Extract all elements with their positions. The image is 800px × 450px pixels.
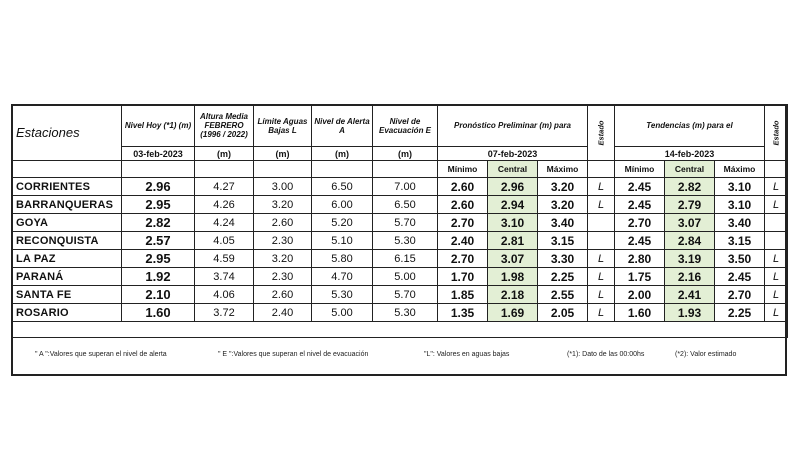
nivel-alerta: 6.50 [312,178,373,196]
pronostico-maximo: 2.25 [538,268,588,286]
estado-pronostico: L [588,304,615,322]
pronostico-minimo: 2.60 [438,196,488,214]
header-estaciones: Estaciones [12,105,122,161]
estado-pronostico [588,232,615,250]
blank-cell [373,161,438,178]
footer-aguas-bajas: "L": Valores en aguas bajas [424,351,510,358]
estado-pronostico: L [588,178,615,196]
sub-central-pron: Central [488,161,538,178]
pronostico-central: 1.98 [488,268,538,286]
tendencia-maximo: 2.45 [715,268,765,286]
nivel-alerta: 6.00 [312,196,373,214]
river-levels-table [11,104,788,338]
limite-aguas-bajas: 2.30 [254,268,312,286]
estado-pronostico: L [588,286,615,304]
nivel-alerta: 5.10 [312,232,373,250]
station-name: LA PAZ [12,250,122,268]
tendencia-maximo: 3.10 [715,196,765,214]
pronostico-minimo: 1.35 [438,304,488,322]
blank-cell [588,161,615,178]
sub-maximo-pron: Máximo [538,161,588,178]
altura-media: 4.24 [195,214,254,232]
nivel-alerta: 5.30 [312,286,373,304]
nivel-alerta: 5.20 [312,214,373,232]
limite-aguas-bajas: 2.30 [254,232,312,250]
estado-tendencia: L [765,196,788,214]
nivel-alerta: 4.70 [312,268,373,286]
altura-media: 4.27 [195,178,254,196]
pronostico-minimo: 2.40 [438,232,488,250]
pronostico-central: 2.96 [488,178,538,196]
tendencia-central: 2.16 [665,268,715,286]
estado-pronostico: L [588,250,615,268]
footer-estimado: (*2): Valor estimado [675,351,737,358]
header-nivel-evacuacion: Nivel de Evacuación E [373,105,438,147]
estado-pronostico [588,214,615,232]
tendencia-maximo: 2.25 [715,304,765,322]
tendencia-minimo: 1.60 [615,304,665,322]
nivel-evacuacion: 5.70 [373,286,438,304]
table-row [12,196,788,214]
altura-media: 4.59 [195,250,254,268]
station-name: SANTA FE [12,286,122,304]
tendencia-central: 2.79 [665,196,715,214]
altura-media: 3.74 [195,268,254,286]
header-estado-pronostico: Estado [588,105,615,161]
tendencia-minimo: 1.75 [615,268,665,286]
pronostico-minimo: 2.70 [438,214,488,232]
tendencia-central: 2.41 [665,286,715,304]
pronostico-central: 1.69 [488,304,538,322]
altura-media: 4.05 [195,232,254,250]
nivel-evacuacion: 5.30 [373,232,438,250]
header-tendencias: Tendencias (m) para el [615,105,765,147]
blank-cell [765,161,788,178]
pronostico-maximo: 3.15 [538,232,588,250]
unit-alerta: (m) [312,147,373,161]
nivel-evacuacion: 6.15 [373,250,438,268]
station-name: ROSARIO [12,304,122,322]
limite-aguas-bajas: 2.60 [254,286,312,304]
unit-media: (m) [195,147,254,161]
nivel-evacuacion: 6.50 [373,196,438,214]
table-row [12,286,788,304]
table-row [12,232,788,250]
tendencia-maximo: 3.40 [715,214,765,232]
estado-pronostico: L [588,196,615,214]
nivel-hoy: 2.82 [122,214,195,232]
tendencia-central: 2.84 [665,232,715,250]
limite-aguas-bajas: 3.00 [254,178,312,196]
limite-aguas-bajas: 3.20 [254,196,312,214]
nivel-alerta: 5.80 [312,250,373,268]
tendencia-minimo: 2.00 [615,286,665,304]
tendencia-minimo: 2.45 [615,178,665,196]
table-row [12,214,788,232]
nivel-evacuacion: 7.00 [373,178,438,196]
sub-central-tend: Central [665,161,715,178]
pronostico-central: 2.18 [488,286,538,304]
nivel-alerta: 5.00 [312,304,373,322]
pronostico-maximo: 3.20 [538,178,588,196]
footer-alerta: " A ":Valores que superan el nivel de alerta [35,351,167,358]
table-row [12,250,788,268]
pronostico-minimo: 1.85 [438,286,488,304]
table-row [12,268,788,286]
station-name: GOYA [12,214,122,232]
unit-limite: (m) [254,147,312,161]
date-tendencias: 14-feb-2023 [615,147,765,161]
altura-media: 4.06 [195,286,254,304]
nivel-hoy: 2.10 [122,286,195,304]
station-name: CORRIENTES [12,178,122,196]
blank-cell [254,161,312,178]
header-pronostico: Pronóstico Preliminar (m) para [438,105,588,147]
tendencia-minimo: 2.70 [615,214,665,232]
blank-cell [12,161,122,178]
sub-minimo-tend: Mínimo [615,161,665,178]
pronostico-maximo: 2.55 [538,286,588,304]
estado-tendencia: L [765,304,788,322]
tendencia-maximo: 3.10 [715,178,765,196]
date-hoy: 03-feb-2023 [122,147,195,161]
tendencia-central: 2.82 [665,178,715,196]
nivel-hoy: 2.95 [122,250,195,268]
pronostico-minimo: 2.60 [438,178,488,196]
altura-media: 3.72 [195,304,254,322]
table-row [12,304,788,322]
estado-tendencia: L [765,250,788,268]
limite-aguas-bajas: 3.20 [254,250,312,268]
station-name: RECONQUISTA [12,232,122,250]
limite-aguas-bajas: 2.40 [254,304,312,322]
header-nivel-hoy: Nivel Hoy (*1) (m) [122,105,195,147]
station-name: BARRANQUERAS [12,196,122,214]
limite-aguas-bajas: 2.60 [254,214,312,232]
sub-minimo-pron: Mínimo [438,161,488,178]
tendencia-minimo: 2.80 [615,250,665,268]
tendencia-minimo: 2.45 [615,232,665,250]
pronostico-maximo: 3.20 [538,196,588,214]
nivel-evacuacion: 5.30 [373,304,438,322]
pronostico-maximo: 3.40 [538,214,588,232]
estado-tendencia [765,232,788,250]
tendencia-central: 3.19 [665,250,715,268]
nivel-evacuacion: 5.00 [373,268,438,286]
footer-evacuacion: " E ":Valores que superan el nivel de evacuación [218,351,369,358]
altura-media: 4.26 [195,196,254,214]
estado-pronostico: L [588,268,615,286]
nivel-hoy: 2.95 [122,196,195,214]
pronostico-minimo: 2.70 [438,250,488,268]
station-name: PARANÁ [12,268,122,286]
header-limite-aguas-bajas: Límite Aguas Bajas L [254,105,312,147]
pronostico-minimo: 1.70 [438,268,488,286]
estado-tendencia [765,214,788,232]
tendencia-central: 3.07 [665,214,715,232]
blank-cell [122,161,195,178]
footer-legend [11,341,787,376]
nivel-hoy: 2.96 [122,178,195,196]
header-altura-media: Altura Media FEBRERO (1996 / 2022) [195,105,254,147]
blank-row [12,322,788,338]
pronostico-central: 3.10 [488,214,538,232]
pronostico-maximo: 2.05 [538,304,588,322]
nivel-hoy: 1.60 [122,304,195,322]
pronostico-central: 2.94 [488,196,538,214]
header-estado-tendencias: Estado [765,105,788,161]
footer-dato: (*1): Dato de las 00:00hs [567,351,645,358]
estado-tendencia: L [765,178,788,196]
tendencia-central: 1.93 [665,304,715,322]
nivel-hoy: 1.92 [122,268,195,286]
tendencia-maximo: 2.70 [715,286,765,304]
unit-evacuacion: (m) [373,147,438,161]
blank-cell [195,161,254,178]
tendencia-minimo: 2.45 [615,196,665,214]
estado-tendencia: L [765,286,788,304]
nivel-evacuacion: 5.70 [373,214,438,232]
pronostico-central: 2.81 [488,232,538,250]
tendencia-maximo: 3.15 [715,232,765,250]
header-nivel-alerta: Nivel de Alerta A [312,105,373,147]
nivel-hoy: 2.57 [122,232,195,250]
sub-maximo-tend: Máximo [715,161,765,178]
tendencia-maximo: 3.50 [715,250,765,268]
estado-tendencia: L [765,268,788,286]
blank-cell [312,161,373,178]
table-row [12,178,788,196]
pronostico-maximo: 3.30 [538,250,588,268]
date-pronostico: 07-feb-2023 [438,147,588,161]
pronostico-central: 3.07 [488,250,538,268]
